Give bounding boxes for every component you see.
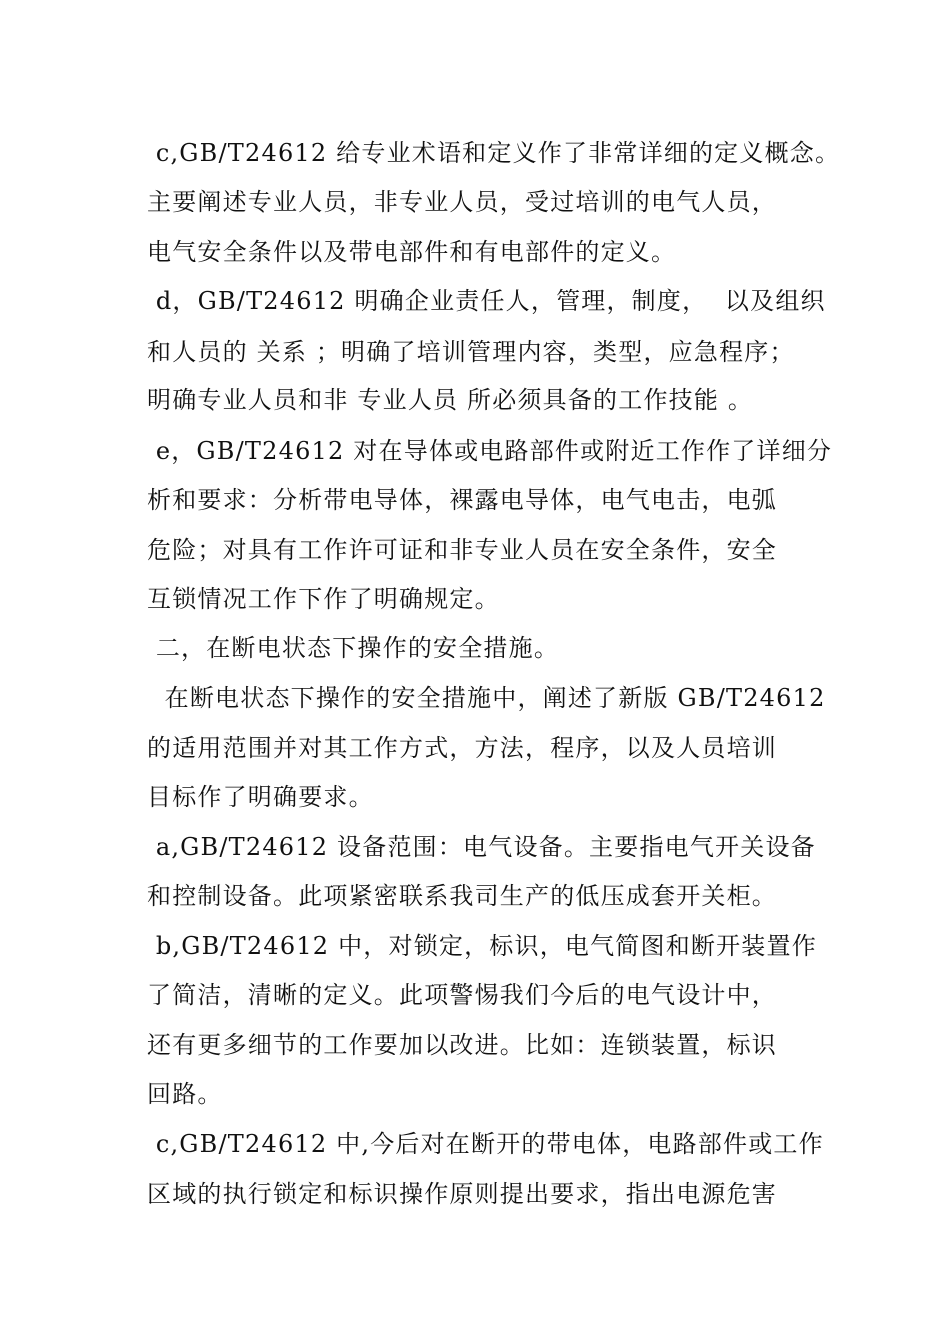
text-line: 目标作了明确要求。 — [147, 783, 374, 811]
text-line: 互锁情况工作下作了明确规定。 — [147, 585, 500, 613]
text-line: 还有更多细节的工作要加以改进。比如：连锁装置，标识 — [147, 1031, 777, 1059]
text-line: 危险；对具有工作许可证和非专业人员在安全条件，安全 — [147, 536, 777, 564]
text-line: a,GB/T24612 设备范围：电气设备。主要指电气开关设备 — [147, 833, 816, 861]
text-line: 电气安全条件以及带电部件和有电部件的定义。 — [147, 238, 677, 266]
text-line: 明确专业人员和非 专业人员 所必须具备的工作技能 。 — [147, 386, 754, 414]
text-line: 回路。 — [147, 1080, 223, 1108]
text-line: b,GB/T24612 中，对锁定，标识，电气简图和断开装置作 — [147, 932, 817, 960]
text-line: 和人员的 关系 ；明确了培训管理内容，类型，应急程序； — [147, 338, 795, 366]
text-line: c,GB/T24612 中,今后对在断开的带电体，电路部件或工作 — [147, 1130, 824, 1158]
section-heading: 二，在断电状态下操作的安全措施。 — [147, 634, 560, 662]
text-line: c,GB/T24612 给专业术语和定义作了非常详细的定义概念。 — [147, 139, 841, 167]
text-line: 析和要求：分析带电导体，裸露电导体，电气电击，电弧 — [147, 486, 777, 514]
text-line: 主要阐述专业人员，非专业人员，受过培训的电气人员， — [147, 188, 777, 216]
text-line: e，GB/T24612 对在导体或电路部件或附近工作作了详细分 — [147, 437, 833, 465]
text-line: 区域的执行锁定和标识操作原则提出要求，指出电源危害 — [147, 1180, 777, 1208]
text-line: 在断电状态下操作的安全措施中，阐述了新版 GB/T24612 — [147, 684, 826, 712]
text-line: 了简洁，清晰的定义。此项警惕我们今后的电气设计中， — [147, 981, 777, 1009]
text-line: 和控制设备。此项紧密联系我司生产的低压成套开关柜。 — [147, 882, 777, 910]
text-line: d，GB/T24612 明确企业责任人，管理，制度， 以及组织 — [147, 287, 826, 315]
text-line: 的适用范围并对其工作方式，方法，程序，以及人员培训 — [147, 734, 777, 762]
